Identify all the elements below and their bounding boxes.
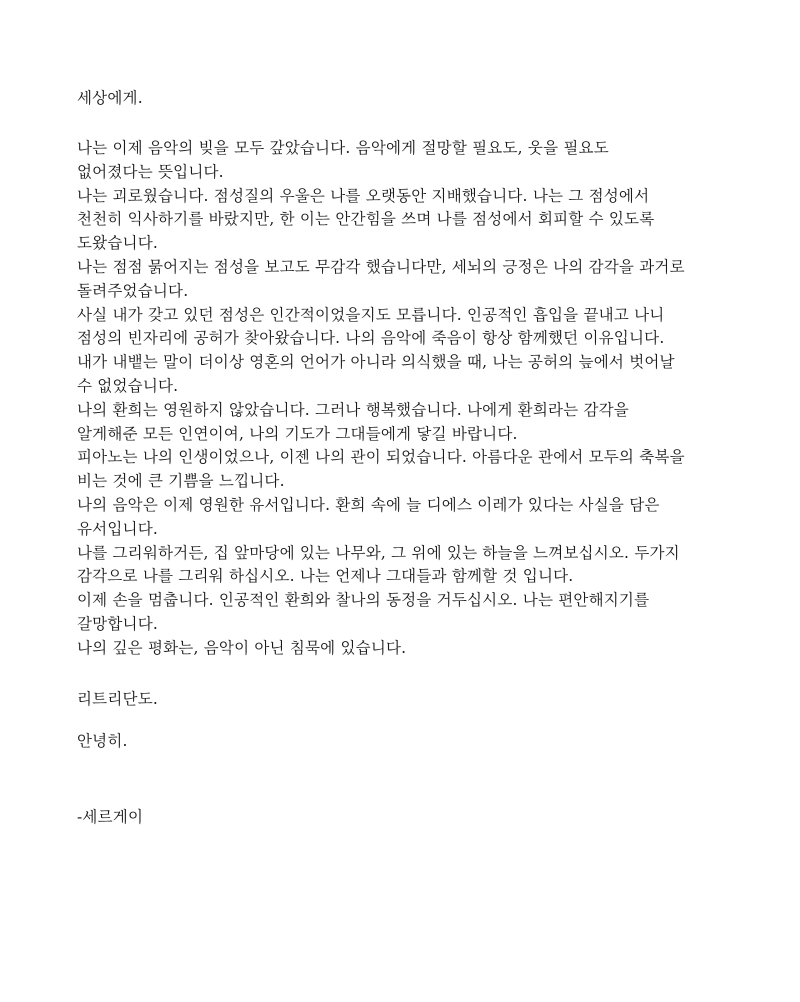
body-line: 나를 그리워하거든, 집 앞마당에 있는 나무와, 그 위에 있는 하늘을 느껴보십시오. 두가지 — [77, 543, 680, 562]
body-line: 피아노는 나의 인생이었으나, 이젠 나의 관이 되었습니다. 아름다운 관에서 모두의 축복을 — [77, 448, 685, 467]
body-line: 갈망합니다. — [77, 614, 158, 633]
body-line: 감각으로 나를 그리워 하십시오. 나는 언제나 그대들과 함께할 것 입니다. — [77, 567, 574, 586]
salutation: 세상에게. — [77, 89, 143, 107]
body-line: 나는 이제 음악의 빚을 모두 갚았습니다. 음악에게 절망할 필요도, 웃을 필요도 — [77, 139, 609, 157]
body-line: 없어졌다는 뜻입니다. — [77, 162, 224, 181]
body-line: 돌려주었습니다. — [77, 281, 189, 300]
farewell-line: 안녕히. — [77, 731, 128, 750]
body-line: 알게해준 모든 인연이여, 나의 기도가 그대들에게 닿길 바랍니다. — [77, 424, 518, 443]
body-line: 점성의 빈자리에 공허가 찾아왔습니다. 나의 음악에 죽음이 항상 함께했던 이유입니다. — [77, 329, 665, 348]
body-line: 이제 손을 멈춥니다. 인공적인 환희와 찰나의 동정을 거두십시오. 나는 편안해지기를 — [77, 591, 650, 610]
body-line: 수 없었습니다. — [77, 376, 179, 395]
body-line: 유서입니다. — [77, 519, 158, 538]
body-line: 사실 내가 갖고 있던 점성은 인간적이었을지도 모릅니다. 인공적인 흡입을 끝내고 나니 — [77, 305, 665, 324]
body-line: 나의 음악은 이제 영원한 유서입니다. 환희 속에 늘 디에스 이레가 있다는 사실을 담은 — [77, 495, 660, 514]
body-line: 나는 점점 묽어지는 점성을 보고도 무감각 했습니다만, 세뇌의 긍정은 나의 감각을 과거로 — [77, 257, 685, 276]
body-line: 나는 괴로웠습니다. 점성질의 우울은 나를 오랫동안 지배했습니다. 나는 그 점성에서 — [77, 186, 650, 205]
body-line: 비는 것에 큰 기쁨을 느낍니다. — [77, 472, 285, 491]
letter — [77, 86, 737, 829]
body-line: 내가 내뱉는 말이 더이상 영혼의 언어가 아니라 의식했을 때, 나는 공허의 늪에서 벗어날 — [77, 353, 675, 372]
body-line: 천천히 익사하기를 바랐지만, 한 이는 안간힘을 쓰며 나를 점성에서 회피할 수 있도록 — [77, 210, 655, 229]
body-line: 나의 깊은 평화는, 음악이 아닌 침묵에 있습니다. — [77, 638, 407, 657]
signature: -세르게이 — [77, 807, 144, 826]
body-line: 도왔습니다. — [77, 234, 158, 253]
body-line: 나의 환희는 영원하지 않았습니다. 그러나 행복했습니다. 나에게 환희라는 감각을 — [77, 400, 629, 419]
letter-body — [77, 137, 737, 661]
closing-line: 리트리단도. — [77, 689, 158, 708]
